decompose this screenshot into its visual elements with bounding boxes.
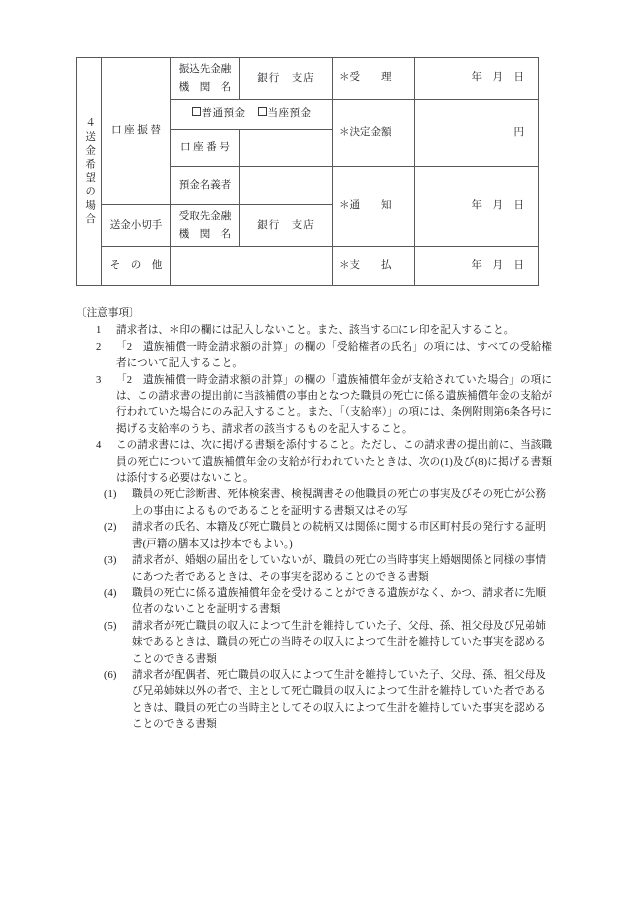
official-decided-amount-label-cell xyxy=(333,100,415,167)
account-holder-label-cell xyxy=(171,167,240,205)
note-number: 4 xyxy=(96,440,102,452)
checkbox-checking-deposit-icon[interactable] xyxy=(258,107,267,116)
checkbox-ordinary-deposit-label: 普通預金 xyxy=(201,108,246,120)
note-text: 「2 遺族補償一時金請求額の計算」の欄の「受給権者の氏名」の項には、すべての受給権者について記入すること。 xyxy=(116,341,552,370)
deposit-type-cell xyxy=(171,100,333,130)
official-decided-amount-unit: 円 xyxy=(513,126,524,138)
official-payment-label-cell xyxy=(333,247,415,286)
official-acceptance-label: ＊受 理 xyxy=(339,72,392,84)
method-other-cell xyxy=(102,247,171,286)
official-decided-amount-label: ＊決定金額 xyxy=(339,126,392,138)
receiving-institution-label-line2: 機 関 名 xyxy=(178,229,232,240)
checkbox-checking-deposit-label: 当座預金 xyxy=(267,108,312,120)
account-number-label: 口 座 番 号 xyxy=(180,142,230,154)
official-acceptance-label-cell xyxy=(333,58,415,100)
official-acceptance-date: 年 月 日 xyxy=(471,72,524,84)
official-notification-date: 年 月 日 xyxy=(471,200,524,212)
section-label-text: ４送金希望の場合 xyxy=(84,116,96,227)
deposit-type-options xyxy=(171,101,332,127)
official-payment-label: ＊支 払 xyxy=(339,259,392,271)
payee-institution-label-cell xyxy=(171,58,240,100)
method-bank-transfer-cell xyxy=(102,58,171,205)
note-sub-text: 請求者の氏名、本籍及び死亡職員との続柄又は関係に関する市区町村長の発行する証明書(戸籍の膳本又は抄本でもよい。) xyxy=(132,522,546,550)
method-other-input-cell[interactable] xyxy=(171,247,333,286)
note-sub-item xyxy=(76,668,554,734)
notes-title: 〔注意事項〕 xyxy=(76,308,140,319)
payee-institution-label-line2: 機 関 名 xyxy=(178,82,232,93)
note-text: 「2 遺族補償一時金請求額の計算」の欄の「遺族補償年金が支給されていた場合」の項には、この請求書の提出前に当該補償の事由となつた職員の死亡に係る遺族補償年金の支給が行われていた場合にのみ記入すること。また、「（支給率）」の項には、条例附則第6条各号に掲げる支給率のうち、請求者の該当するものを記入すること。 xyxy=(116,374,552,435)
section-label-cell xyxy=(77,58,102,286)
note-number: 2 xyxy=(96,341,102,353)
note-sub-text: 請求者が死亡職員の収入によつて生計を維持していた子、父母、孫、祖父母及び兄弟姉妹であるときは、職員の死亡の当時その収入によつて生計を維持していた事実を認めることのできる書類 xyxy=(132,620,546,665)
account-number-label-cell xyxy=(171,130,240,167)
note-sub-number: (2) xyxy=(104,522,117,534)
method-remittance-check-cell xyxy=(102,205,171,247)
note-sub-item xyxy=(76,619,554,668)
payee-institution-label-line1: 振込先金融 xyxy=(178,63,232,75)
note-sub-item xyxy=(76,520,554,553)
note-sub-number: (6) xyxy=(104,669,117,681)
note-item xyxy=(76,438,554,487)
remittance-form-table xyxy=(76,57,538,286)
note-sub-number: (3) xyxy=(104,555,117,567)
note-sub-number: (5) xyxy=(104,620,117,632)
checkbox-ordinary-deposit-icon[interactable] xyxy=(192,107,201,116)
official-acceptance-value-cell[interactable] xyxy=(415,58,539,100)
note-sub-text: 請求者が、婚姻の届出をしていないが、職員の死亡の当時事実上婚姻関係と同様の事情にあつた者であるときは、その事実を認めることのできる書類 xyxy=(132,555,546,583)
notes-section xyxy=(76,306,554,734)
official-payment-value-cell[interactable] xyxy=(415,247,539,286)
payee-institution-input-cell[interactable] xyxy=(240,58,333,100)
note-sub-number: (4) xyxy=(104,587,117,599)
table-row xyxy=(77,247,539,286)
form-table xyxy=(76,57,539,286)
note-number: 1 xyxy=(96,325,102,337)
payee-bank-branch-label: 銀行 支店 xyxy=(257,72,315,84)
note-sub-text: 請求者が配偶者、死亡職員の収入によつて生計を維持していた子、父母、孫、祖父母及び兄弟姉妹以外の者で、主として死亡職員の収入によつて生計を維持していた者であるときは、職員の死亡の当時主としてその収入によつて生計を維持していた事実を認めることのできる書類 xyxy=(132,669,546,731)
method-bank-transfer-label: 口 座 振 替 xyxy=(111,125,161,137)
note-sub-item xyxy=(76,553,554,586)
note-text: この請求書には、次に掲げる書類を添付すること。ただし、この請求書の提出前に、当該職員の死亡について遺族補償年金の支給が行われていたときは、次の(1)及び(8)に掲げる書類は添付する必要はないこと。 xyxy=(116,440,552,485)
receiving-institution-label-cell xyxy=(171,205,240,247)
receiving-bank-branch-label: 銀行 支店 xyxy=(257,219,315,231)
official-notification-label: ＊通 知 xyxy=(339,200,392,212)
note-text: 請求者は、＊印の欄には記入しないこと。また、該当する□にレ印を記入すること。 xyxy=(116,325,515,337)
account-holder-label: 預金名義者 xyxy=(178,179,232,191)
note-sub-item xyxy=(76,586,554,619)
official-notification-value-cell[interactable] xyxy=(415,167,539,247)
account-holder-input-cell[interactable] xyxy=(240,167,333,205)
official-payment-date: 年 月 日 xyxy=(471,259,524,271)
method-other-label: そ の 他 xyxy=(109,260,163,272)
official-notification-label-cell xyxy=(333,167,415,247)
note-sub-text: 職員の死亡に係る遺族補償年金を受けることができる遺族がなく、かつ、請求者に先順位者のないことを証明する書類 xyxy=(132,587,546,616)
method-remittance-check-label: 送金小切手 xyxy=(109,219,163,231)
note-item xyxy=(76,323,554,339)
receiving-institution-input-cell[interactable] xyxy=(240,205,333,247)
note-sub-item xyxy=(76,487,554,520)
table-row xyxy=(77,58,539,100)
note-sub-number: (1) xyxy=(104,489,117,501)
note-item xyxy=(76,340,554,373)
receiving-institution-label-line1: 受取先金融 xyxy=(178,210,232,222)
official-decided-amount-value-cell[interactable] xyxy=(415,100,539,167)
note-sub-text: 職員の死亡診断書、死体検案書、検視調書その他職員の死亡の事実及びその死亡が公務上の事由によるものであることを証明する書類又はその写 xyxy=(132,489,546,517)
account-number-input-cell[interactable] xyxy=(240,130,333,167)
note-item xyxy=(76,373,554,439)
note-number: 3 xyxy=(96,374,102,386)
